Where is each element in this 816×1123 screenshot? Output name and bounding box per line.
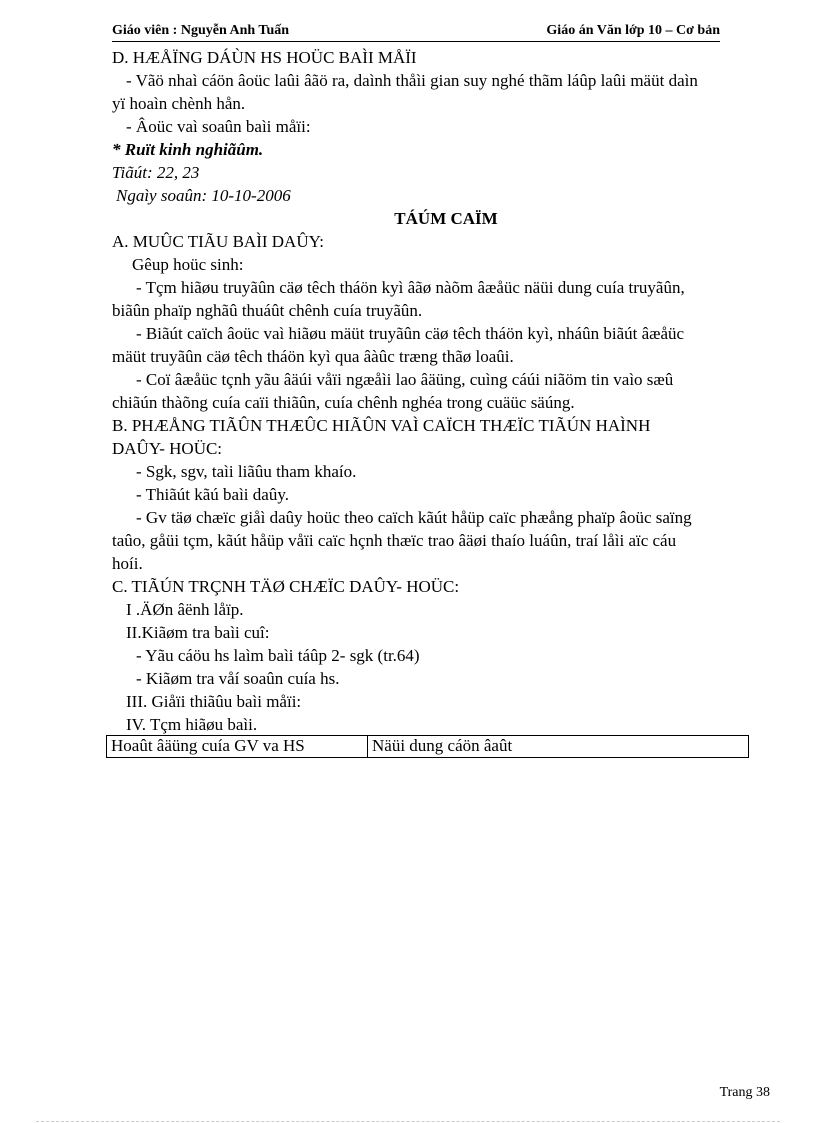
section-c-step: I .ÄØn âënh låïp. — [126, 600, 244, 619]
section-a-item: chiãún thàõng cuía caïi thiãûn, cuía chênh nghéa trong cuäüc säúng. — [112, 393, 575, 412]
section-c-step: IV. Tçm hiãøu baìi. — [126, 715, 258, 734]
section-a-item: - Biãút caïch âoüc vaì hiãøu mäüt truyãûn cäø têch tháön kyì, nháûn biãút âæåüc — [136, 324, 685, 343]
section-a-item: - Coï âæåüc tçnh yãu âäúi våïi ngæåìi lao âäüng, cuìng cáúi niãöm tin vaìo sæû — [136, 370, 674, 389]
section-a-item: mäüt truyãûn cäø têch tháön kyì qua âàûc træng thãø loaûi. — [112, 347, 514, 366]
table-header-activities: Hoaût âäüng cuía GV va HS — [107, 736, 368, 758]
section-c-step: III. Giåïi thiãûu baìi måïi: — [126, 692, 302, 711]
section-a-item: biãûn phaïp nghãû thuáût chênh cuía truyãûn. — [112, 301, 423, 320]
page-number: Trang 38 — [719, 1085, 770, 1100]
section-d-line: - Vãö nhaì cáön âoüc laûi âãö ra, daình thåìi gian suy nghé thãm láûp laûi mäüt daìn — [126, 71, 698, 90]
section-c-heading: C. TIÃÚN TRÇNH TÄØ CHÆÏC DAÛY- HOÜC: — [112, 577, 460, 596]
table-header-content: Näüi dung cáön âaût — [368, 736, 749, 758]
section-d-line: yï hoaìn chènh hån. — [112, 94, 246, 113]
table-row — [107, 736, 749, 758]
section-c-step: - Kiãøm tra våí soaûn cuía hs. — [136, 669, 340, 688]
section-c-step: - Yãu cáöu hs laìm baìi táûp 2- sgk (tr.64) — [136, 646, 420, 665]
document-body — [112, 46, 760, 736]
section-b-item: hoíi. — [112, 554, 143, 573]
lesson-date: Ngaìy soaûn: 10-10-2006 — [116, 186, 291, 205]
teacher-name: Giáo viên : Nguyễn Anh Tuấn — [112, 23, 290, 38]
section-b-item: - Gv täø chæïc giåì daûy hoüc theo caïch kãút håüp caïc phæång phaïp âoüc saïng — [136, 508, 692, 527]
page-bottom-divider — [36, 1121, 780, 1122]
experience-note: * Ruït kinh nghiãûm. — [112, 140, 264, 159]
section-a-item: - Tçm hiãøu truyãûn cäø têch tháön kyì âãø nàõm âæåüc näüi dung cuía truyãûn, — [136, 278, 685, 297]
section-b-item: taûo, gåüi tçm, kãút håüp våïi caïc hçnh thæïc trao âäøi thaío luáûn, traí låìi aïc cáu — [112, 531, 677, 550]
section-b-heading: DAÛY- HOÜC: — [112, 439, 223, 458]
section-c-step: II.Kiãøm tra baìi cuî: — [126, 623, 270, 642]
section-d-line: - Âoüc vaì soaûn baìi måïi: — [126, 117, 311, 136]
section-b-heading: B. PHÆÅNG TIÃÛN THÆÛC HIÃÛN VAÌ CAÏCH THÆÏC TIÃÚN HAÌNH — [112, 416, 651, 435]
section-b-item: - Sgk, sgv, taìi liãûu tham khaío. — [136, 462, 357, 481]
section-b-item: - Thiãút kãú baìi daûy. — [136, 485, 289, 504]
section-d-heading: D. HÆÅÏNG DÁÙN HS HOÜC BAÌI MÅÏI — [112, 48, 417, 67]
section-a-intro: Gêup hoüc sinh: — [132, 255, 244, 274]
page-title: TÁÚM CAÏM — [394, 209, 498, 228]
section-a-heading: A. MUÛC TIÃU BAÌI DAÛY: — [112, 232, 325, 251]
document-subject: Giáo án Văn lớp 10 – Cơ bản — [546, 23, 720, 38]
lesson-period: Tiãút: 22, 23 — [112, 163, 200, 182]
activity-table — [106, 735, 749, 758]
page-header — [112, 22, 720, 42]
